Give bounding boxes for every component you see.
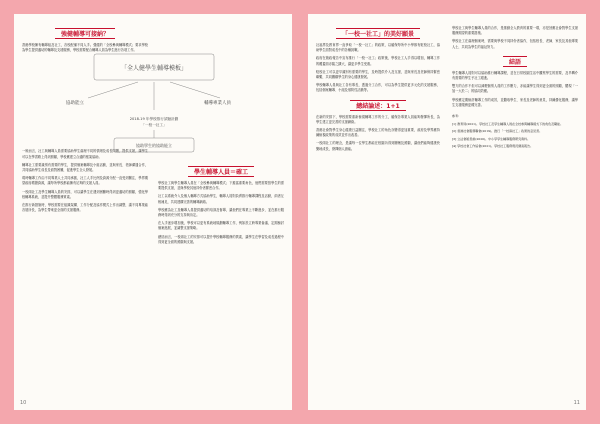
reference-item: [1] 教育局(2021)。學校社工及學生輔導人員在全校參與輔導模式下的角色及職能。 — [452, 121, 564, 126]
paragraph: 一校兩社工的理念，是讓每一位學生都能在校園內得到關懷及照顧，讓他們能夠健康快樂地成長，發揮個人潛能。 — [316, 141, 440, 151]
paragraph: 駐校社工可以更早識別有需要的學生，及時提供介入及支援，並與家長及老師保持緊密聯繫，共同關顧學生的身心健康發展。 — [316, 69, 440, 80]
reference-item: [4] 學校社會工作協會(2021)。學校社工服務現況調查報告。 — [452, 144, 534, 149]
paragraph: 雙方的合作不但可以減輕個別人員的工作壓力，亦能讓學生得到更全面的照顧，體現「一加一大於二」的協同效應。 — [452, 84, 578, 94]
diagram-right-label: 輔導專業人員 — [204, 101, 231, 106]
paragraph: 在人手逐步增加後，學校可以更有系統地規劃輔導工作，例如設立跨專業會議，定期檢討個案進展，並調整支援策略。 — [158, 221, 284, 231]
diagram-svg — [54, 52, 254, 156]
reference-item: [3] 立法會秘書處(2020)。中小學學生輔導服務研究資料。 — [452, 136, 531, 141]
section-heading-summary: 結語 — [452, 56, 578, 67]
paragraph: 學校社工在處理個案時，需要與學校不同持份者協作，包括校長、老師、家長及其他專業人士，共同為學生的福祉努力。 — [452, 39, 578, 49]
page-number: 11 — [573, 400, 580, 406]
support-model-diagram — [54, 52, 254, 156]
section-heading-why: 強健輔導可接納？ — [22, 28, 148, 39]
references-title: 參考： — [452, 114, 462, 119]
paragraph: 學校應為社工及輔導人員提供適切的培訓及督導，讓他們在專業上不斷進步，並在推行服務時得到充分的支持與肯定。 — [158, 207, 284, 218]
paragraph: 社福界及教育界一直爭取「一校一社工」的政策，以確保每所中小學都有駐校社工，協助學生面對成長中的各種挑戰。 — [316, 43, 440, 53]
paragraph: 香港學校擁有輔導組及社工，各校配備不同人手。強健的「全校參與輔導模式」要求學校為學生提供適切的輔導及支援服務，學校需要配合輔導人員為學生進行各項工作。 — [22, 43, 148, 53]
section-heading-example: 學生輔導人員＝確工 — [158, 166, 284, 177]
paragraph: 學校輔導人員與社工各有專長，透過分工合作，可以為學生提供更多元化的支援服務，包括個案輔導、小組及預防性活動等。 — [316, 83, 440, 93]
page-number: 10 — [20, 400, 27, 406]
diagram-top-label: 「全人健學生輔導模板」 — [120, 65, 188, 72]
left-page — [14, 14, 292, 410]
right-page — [308, 14, 586, 410]
diagram-left-label: 協助能立 — [66, 101, 84, 106]
paragraph: 一般而言，社工與輔導人員需要協助學生處理不同的情緒及成長問題，提供支援，讓學生可以在學習路上得到照顧，學校應建立合適的框架協助。 — [22, 149, 148, 159]
paragraph: 輔導社工需要識別有需要的學生，提供個案輔導及小組活動，並與家長、老師溝通合作，共同協助學生成長及面對困難，促進學生全人發展。 — [22, 162, 148, 173]
paragraph: 香港社會對學生身心健康日益關注，學校社工的角色亦變得更加重要，政府及學界應持續檢視政策的成效並作出改善。 — [316, 128, 440, 138]
section-heading-good-news: 「一校一社工」的美好願景 — [316, 28, 440, 39]
diagram-center-line-1: 2018-19 年學校推行試驗計劃 — [129, 117, 179, 121]
paragraph: 總括而言，一校兩社工的安排可以提升學校輔導服務的質素，讓學生在學習及成長過程中得到更全面的照顧與支援。 — [158, 234, 284, 244]
paragraph: 現時輔導工作由不同專業人士共同承擔，社工人手比例及資源分配一直受到關注，學界期望政府增撥資源，讓每所學校都能擁有足夠的支援人員。 — [22, 176, 148, 186]
paragraph: 學生輔導人員則可以協助推行輔導課程，並在日常校園生活中觀察學生的需要，及早轉介有需要的學生予社工跟進。 — [452, 70, 578, 81]
paragraph: 學校應定期檢討輔導工作的成效，並聽取學生、家長及老師的意見，持續優化服務，讓學生支援服務更臻完善。 — [452, 97, 578, 107]
paragraph: 學校社工與學生輔導人員在「全校參與輔導模式」下擔當重要角色，他們需要按學生的需要提供支援，並與學校其他持份者緊密合作。 — [158, 181, 284, 191]
section-heading-conclusion: 總結論述：1+1 — [316, 100, 440, 111]
paragraph: 社工以系統介入及個人輔導方式協助學生，輔導人員則負責推行輔導課程及活動，兩者互相補足，共同建構完善的輔導網絡。 — [158, 194, 284, 204]
paragraph: 在推行新措施時，學校需要在組織架構、工作分配及協作模式上作出調整，讓不同專業能各展所長，為學生帶來更全面的支援服務。 — [22, 203, 148, 213]
diagram-center-line-2: 「一校一社工」 — [141, 123, 167, 127]
diagram-bottom-label: 協助學生的協助能立 — [136, 143, 172, 148]
paragraph: 一校兩社工及學生輔導人員的安排，可以讓學生在遇到困難時得到更適切的照顧，強化學校輔導系統，並提升整體服務質素。 — [22, 189, 148, 199]
references — [452, 114, 578, 149]
diagram-arrow-right — [170, 82, 220, 98]
left-page-column-2 — [158, 164, 284, 248]
reference-item: [2] 香港社會服務聯會(2019)。推行「一校兩社工」政策的意見書。 — [452, 129, 543, 134]
paragraph: 學校社工與學生輔導人員的合作，是推動全人教育的重要一環，亦是回應社會對學生支援服務期望的重要措施。 — [452, 26, 578, 36]
diagram-arrow-left — [88, 82, 138, 98]
right-page-column-1 — [316, 26, 440, 155]
paragraph: 在新的安排下，學校需要重新檢視輔導工作的分工，確保各專業人員能夠發揮所長，為學生建立更完善的支援網絡。 — [316, 114, 440, 124]
right-page-column-2 — [452, 26, 578, 152]
paragraph: 政府在施政報告中宣布推行「一校一社工」政策後，學校社工人手得以增加，輔導工作的覆蓋面亦隨之擴大，讓更多學生受惠。 — [316, 56, 440, 66]
